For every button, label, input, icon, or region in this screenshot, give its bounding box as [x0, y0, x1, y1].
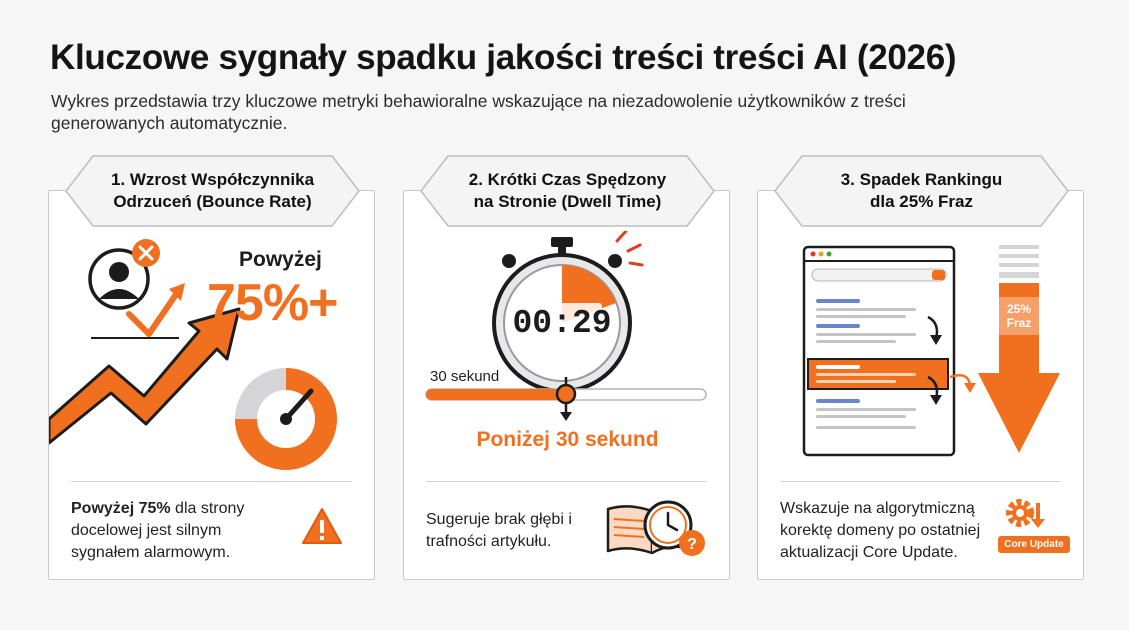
card-heading-badge	[774, 155, 1069, 227]
card-divider	[426, 481, 707, 482]
slider-label: 30 sekund	[430, 368, 500, 385]
card-divider	[780, 481, 1061, 482]
time-slider-fill	[426, 389, 566, 400]
card-heading-line1: 2. Krótki Czas Spędzony	[468, 170, 667, 189]
dwell-result: Poniżej 30 sekund	[476, 428, 659, 451]
card-bounce-rate	[48, 170, 375, 580]
dwell-footer: Sugeruje brak głębi i trafności artykułu.	[426, 511, 572, 550]
card-ranking-drop	[757, 170, 1084, 580]
book-clock-icon	[604, 497, 709, 559]
dwell-visual	[404, 231, 731, 476]
bounce-visual	[49, 231, 376, 476]
timer-readout: 00:29	[512, 305, 612, 342]
warning-icon	[301, 507, 343, 545]
bounce-value: 75%+	[207, 274, 338, 332]
gauge-icon	[246, 379, 326, 459]
core-update-badge: Core Update	[998, 536, 1070, 553]
arrow-label: 25% Fraz	[1006, 302, 1032, 330]
card-heading-line1: 1. Wzrost Współczynnika	[110, 170, 315, 189]
gear-down-icon	[1004, 497, 1048, 531]
browser-serp-icon	[804, 247, 976, 455]
card-heading-line2: na Stronie (Dwell Time)	[473, 192, 662, 211]
ranking-footer: Wskazuje na algorytmiczną korektę domeny po ostatniej aktualizacji Core Update.	[780, 500, 981, 561]
bounce-kicker: Powyżej	[239, 248, 322, 271]
card-heading-line2: Odrzuceń (Bounce Rate)	[113, 192, 312, 211]
page-title: Kluczowe sygnały spadku jakości treści treści AI (2026)	[50, 38, 957, 77]
card-divider	[71, 481, 352, 482]
card-heading-badge	[65, 155, 360, 227]
bounce-footer: Powyżej 75% dla strony docelowej jest silnym sygnałem alarmowym.	[71, 500, 245, 561]
card-heading-badge	[420, 155, 715, 227]
page-subtitle: Wykres przedstawia trzy kluczowe metryki behawioralne wskazujące na niezadowolenie użytkowników z treści generowanych automatycznie.	[51, 91, 906, 133]
down-arrow-icon	[978, 245, 1060, 453]
ranking-visual	[758, 231, 1085, 476]
svg-text:?: ?	[687, 536, 697, 553]
time-slider-thumb	[557, 385, 575, 403]
card-heading-line1: 3. Spadek Rankingu	[840, 170, 1003, 189]
card-heading-line2: dla 25% Fraz	[870, 192, 973, 211]
card-dwell-time	[403, 170, 730, 580]
